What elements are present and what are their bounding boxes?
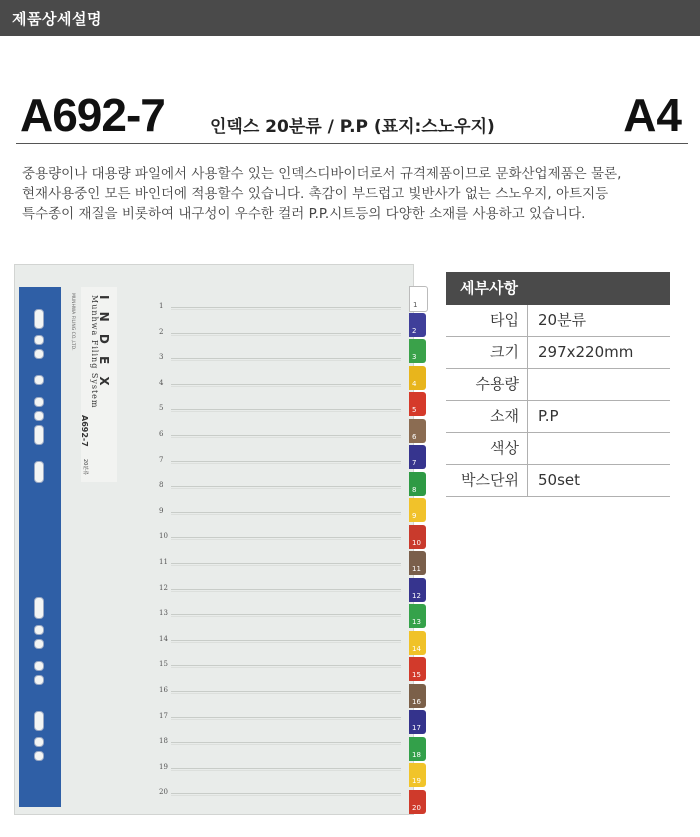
index-row (149, 297, 401, 319)
spec-key: 박스단위 (446, 465, 528, 496)
description-line: 현재사용중인 모든 바인더에 적용할수 있습니다. 촉감이 부드럽고 빛반사가 없는 스노우지, 아트지등 (22, 186, 609, 202)
row-line (171, 335, 401, 336)
punch-hole (34, 335, 44, 345)
row-number: 6 (159, 430, 164, 438)
row-number: 10 (159, 532, 168, 541)
index-row (149, 374, 401, 396)
spec-value: P.P (538, 407, 559, 425)
row-number: 4 (159, 378, 164, 387)
index-row (149, 451, 401, 473)
punch-hole (34, 425, 44, 445)
row-line (171, 384, 401, 385)
spec-row (446, 369, 670, 401)
index-tab (409, 710, 426, 734)
index-tab (409, 472, 426, 496)
tab-number: 4 (412, 379, 417, 388)
tab-number: 2 (412, 326, 417, 335)
index-tab (409, 604, 426, 628)
index-row (149, 502, 401, 524)
spec-title: 세부사항 (446, 272, 670, 305)
index-row (149, 681, 401, 703)
punch-hole (34, 375, 44, 385)
spec-row (446, 433, 670, 465)
punch-hole (34, 711, 44, 731)
tab-number: 18 (412, 750, 421, 759)
index-tab (409, 684, 426, 708)
row-line (171, 616, 401, 617)
spec-key: 수용량 (446, 369, 528, 400)
row-number: 8 (159, 481, 164, 490)
tab-number: 15 (412, 671, 421, 679)
row-line (171, 461, 401, 462)
row-line (171, 486, 401, 487)
tab-number: 14 (412, 644, 421, 653)
punch-hole (34, 309, 44, 329)
punch-hole (34, 737, 44, 747)
cover-title: I N D E X (97, 295, 111, 390)
row-line (171, 591, 401, 592)
row-line (171, 768, 401, 769)
index-row (149, 348, 401, 370)
row-line (171, 565, 401, 566)
index-row (149, 527, 401, 549)
index-row (149, 655, 401, 677)
section-title: 제품상세설명 (12, 10, 102, 28)
punch-hole (34, 751, 44, 761)
maker-name: MUNHWA FILING CO.,LTD. (70, 293, 75, 351)
row-number: 3 (159, 353, 164, 362)
row-number: 14 (159, 634, 168, 643)
description-line: 특수종이 재질을 비롯하여 내구성이 우수한 컬러 P.P.시트등의 다양한 소재를 사용하고 있습니다. (22, 206, 586, 222)
index-tab (409, 525, 426, 549)
index-tab (409, 790, 426, 814)
paper-size: A4 (623, 89, 682, 141)
index-row (149, 707, 401, 729)
description-line: 중용량이나 대용량 파일에서 사용할수 있는 인덱스디바이더로서 규격제품이므로 문화산업제품은 물론, (22, 166, 622, 182)
tab-number: 1 (413, 301, 418, 309)
index-row (149, 783, 401, 805)
row-line (171, 409, 401, 410)
tab-number: 3 (412, 353, 417, 361)
product-description (22, 164, 682, 224)
index-tab (409, 631, 426, 655)
row-number: 12 (159, 583, 168, 592)
tab-number: 5 (412, 406, 417, 414)
row-number: 5 (159, 404, 164, 413)
row-line (171, 309, 401, 310)
index-cover-sheet (14, 264, 417, 815)
section-header-bar (0, 0, 700, 36)
row-line (171, 539, 401, 540)
row-line (171, 512, 401, 513)
cover-label (81, 287, 117, 482)
row-line (171, 463, 401, 464)
index-row (149, 630, 401, 652)
index-tab (409, 392, 426, 416)
row-line (171, 307, 401, 308)
spec-value: 50set (538, 471, 581, 489)
index-tab (409, 551, 426, 575)
index-row (149, 425, 401, 447)
punch-hole (34, 597, 44, 619)
tab-number: 6 (412, 432, 417, 441)
row-line (171, 537, 401, 538)
row-number: 1 (159, 302, 164, 310)
spec-row (446, 401, 670, 433)
row-line (171, 742, 401, 743)
index-tab (409, 763, 426, 787)
divider (16, 143, 688, 144)
model-number: A692-7 (20, 89, 165, 141)
index-tab (409, 445, 426, 469)
index-tab (409, 339, 426, 363)
row-line (171, 358, 401, 359)
tab-number: 19 (412, 777, 421, 785)
row-number: 2 (159, 327, 164, 336)
tab-number: 9 (412, 512, 417, 520)
index-tab (409, 657, 426, 681)
index-row (149, 399, 401, 421)
row-line (171, 717, 401, 718)
color-tabs (409, 268, 427, 812)
row-line (171, 589, 401, 590)
tab-number: 17 (412, 724, 421, 732)
row-line (171, 770, 401, 771)
spec-key: 색상 (446, 433, 528, 464)
index-tab (409, 419, 426, 443)
row-line (171, 719, 401, 720)
tab-number: 11 (412, 565, 421, 573)
row-number: 17 (159, 711, 168, 720)
row-line (171, 411, 401, 412)
index-row (149, 476, 401, 498)
index-tab (409, 737, 426, 761)
row-line (171, 795, 401, 796)
punch-hole (34, 675, 44, 685)
spec-row (446, 337, 670, 369)
row-line (171, 640, 401, 641)
row-line (171, 667, 401, 668)
product-image (14, 262, 436, 817)
index-row (149, 553, 401, 575)
spec-value: 297x220mm (538, 343, 634, 361)
spec-row (446, 465, 670, 497)
index-tab (409, 286, 428, 312)
row-line (171, 514, 401, 515)
tab-number: 7 (412, 459, 417, 467)
row-line (171, 563, 401, 564)
spec-row (446, 305, 670, 337)
row-number: 9 (159, 506, 164, 515)
punch-hole (34, 639, 44, 649)
punch-hole (34, 625, 44, 635)
cover-subtitle: Munhwa Filing System (90, 295, 99, 409)
spec-key: 타입 (446, 305, 528, 336)
punch-hole (34, 397, 44, 407)
index-tab (409, 578, 426, 602)
tab-number: 12 (412, 591, 421, 600)
spec-key: 크기 (446, 337, 528, 368)
row-line (171, 435, 401, 436)
index-tab (409, 366, 426, 390)
product-subtitle: 인덱스 20분류 / P.P (표지:스노우지) (210, 117, 495, 137)
row-line (171, 437, 401, 438)
spec-value: 20분류 (538, 311, 587, 329)
tab-number: 16 (412, 697, 421, 706)
tab-number: 8 (412, 485, 417, 494)
row-line (171, 333, 401, 334)
row-number: 19 (159, 762, 168, 771)
row-line (171, 793, 401, 794)
cover-model-note: 20분류 (82, 459, 88, 476)
index-row (149, 579, 401, 601)
index-row (149, 758, 401, 780)
row-line (171, 386, 401, 387)
index-tab (409, 313, 426, 337)
index-tab (409, 498, 426, 522)
row-number: 18 (159, 737, 168, 746)
punch-hole (34, 461, 44, 483)
row-number: 13 (159, 609, 168, 618)
row-line (171, 360, 401, 361)
row-number: 11 (159, 558, 168, 566)
tab-number: 20 (412, 803, 421, 812)
row-number: 7 (159, 455, 164, 464)
punch-hole (34, 411, 44, 421)
cover-model: A692-7 (80, 415, 89, 447)
row-line (171, 744, 401, 745)
row-number: 15 (159, 660, 168, 669)
row-number: 16 (159, 686, 168, 694)
index-row (149, 323, 401, 345)
row-line (171, 642, 401, 643)
spec-table (446, 272, 670, 497)
punch-hole (34, 349, 44, 359)
row-line (171, 665, 401, 666)
index-row (149, 604, 401, 626)
row-line (171, 691, 401, 692)
tab-number: 10 (412, 538, 421, 547)
row-line (171, 614, 401, 615)
tab-number: 13 (412, 618, 421, 626)
spec-key: 소재 (446, 401, 528, 432)
row-number: 20 (159, 788, 168, 797)
row-line (171, 488, 401, 489)
index-row (149, 732, 401, 754)
punch-hole (34, 661, 44, 671)
row-line (171, 693, 401, 694)
